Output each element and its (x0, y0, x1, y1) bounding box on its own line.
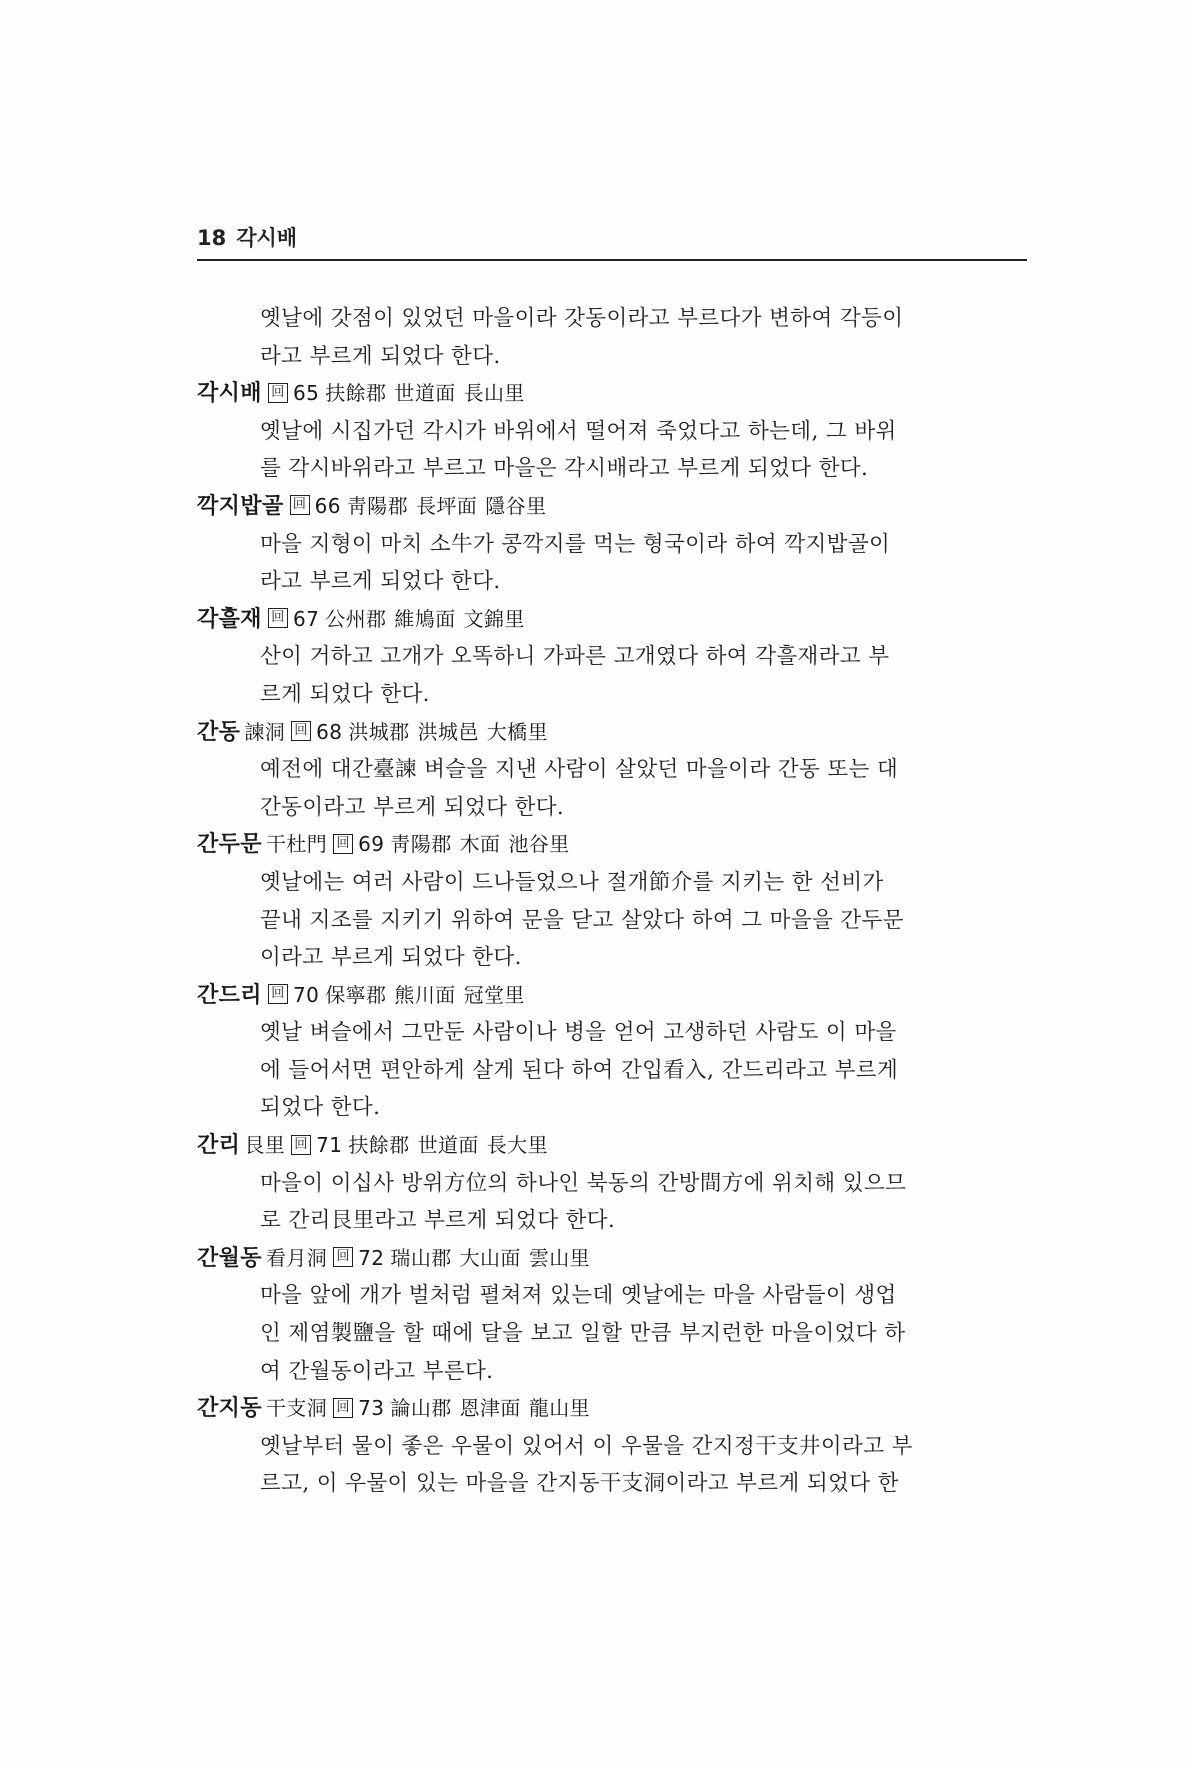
village-mark-icon: 回 (333, 1398, 353, 1418)
entry-text-line: 르게 되었다 한다. (260, 681, 430, 707)
entry-heading (197, 977, 1027, 1015)
entry-text-line: 라고 부르게 되었다 한다. (260, 343, 501, 369)
entry-heading (197, 375, 1027, 413)
ri: 龍山里 (528, 1396, 591, 1421)
entry-text-line: 끝내 지조를 지키기 위하여 문을 닫고 살았다 하여 그 마을을 간두문 (260, 907, 904, 933)
headword: 간월동 (197, 1245, 262, 1271)
entry-list (197, 300, 1027, 1503)
headword: 간동 (197, 719, 241, 745)
village-mark-icon: 回 (268, 984, 288, 1004)
headword: 각흘재 (197, 606, 262, 632)
ri: 文錦里 (463, 606, 525, 631)
myeon: 世道面 (394, 381, 456, 406)
myeon: 大山面 (459, 1245, 521, 1270)
entry-number: 66 (314, 493, 341, 518)
entry-text-line: 라고 부르게 되었다 한다. (260, 569, 501, 595)
entry-text-line: 마을이 이십사 방위方位의 하나인 북동의 간방間方에 위치해 있으므 (260, 1170, 907, 1196)
entry-heading (197, 1127, 1027, 1165)
county: 公州郡 (325, 606, 387, 631)
entry-text-line: 로 간리艮里라고 부르게 되었다 한다. (260, 1208, 616, 1234)
entry-heading (197, 1240, 1027, 1278)
headword: 간지동 (197, 1396, 262, 1422)
village-mark-icon: 回 (268, 383, 288, 403)
entry-text-line: 이라고 부르게 되었다 한다. (260, 945, 522, 971)
entry-number: 69 (358, 832, 385, 857)
myeon: 恩津面 (459, 1396, 521, 1421)
myeon: 長坪面 (416, 493, 478, 518)
entry-text-line: 마을 앞에 개가 벌처럼 펼쳐져 있는데 옛날에는 마을 사람들이 생업 (260, 1283, 897, 1309)
entry-text-line: 인 제염製鹽을 할 때에 달을 보고 일할 만큼 부지런한 마을이었다 하 (260, 1321, 906, 1347)
headword: 간리 (197, 1133, 241, 1159)
entry-text-line: 르고, 이 우물이 있는 마을을 간지동干支洞이라고 부르게 되었다 한 (260, 1471, 899, 1497)
entry-number: 65 (292, 381, 320, 406)
entry-text-line: 옛날 벼슬에서 그만둔 사람이나 병을 얻어 고생하던 사람도 이 마을 (260, 1020, 897, 1046)
entry-text-line: 되었다 한다. (260, 1095, 381, 1121)
entry-text-line: 에 들어서면 편안하게 살게 된다 하여 간입看入, 간드리라고 부르게 (260, 1057, 899, 1083)
headword: 깍지밥골 (197, 493, 284, 519)
village-mark-icon: 回 (291, 721, 311, 741)
entry-number: 72 (358, 1245, 385, 1270)
county: 靑陽郡 (390, 832, 452, 857)
headword-hanja: 諫洞 (244, 719, 286, 744)
entry-text-line: 옛날부터 물이 좋은 우물이 있어서 이 우물을 간지정干支井이라고 부 (260, 1433, 913, 1459)
entry-text-line: 를 각시바위라고 부르고 마을은 각시배라고 부르게 되었다 한다. (260, 456, 869, 482)
headword-hanja: 看月洞 (265, 1245, 328, 1270)
myeon: 木面 (459, 832, 501, 857)
entry-number: 68 (316, 719, 343, 744)
headword: 간두문 (197, 832, 262, 858)
ri: 冠堂里 (463, 982, 525, 1007)
entry-text-line: 간동이라고 부르게 되었다 한다. (260, 794, 565, 820)
ri: 長大里 (486, 1133, 548, 1158)
entry-number: 70 (292, 982, 320, 1007)
entry-number: 67 (292, 606, 320, 631)
headword-hanja: 干杜門 (265, 832, 328, 857)
entry-text-line: 마을 지형이 마치 소牛가 콩깍지를 먹는 형국이라 하여 깍지밥골이 (260, 531, 891, 557)
ri: 長山里 (463, 381, 525, 406)
entry-heading (197, 826, 1027, 864)
headword: 간드리 (197, 982, 262, 1008)
entry-text-line: 옛날에 갓점이 있었던 마을이라 갓동이라고 부르다가 변하여 각등이 (260, 306, 904, 331)
ri: 大橋里 (486, 719, 548, 744)
myeon: 維鳩面 (394, 606, 456, 631)
entry-text-line: 옛날에 시집가던 각시가 바위에서 떨어져 죽었다고 하는데, 그 바위 (260, 418, 897, 444)
headword-hanja: 艮里 (244, 1133, 286, 1158)
county: 論山郡 (390, 1396, 452, 1421)
county: 扶餘郡 (325, 381, 387, 406)
entry-text-line: 옛날에는 여러 사람이 드나들었으나 절개節介를 지키는 한 선비가 (260, 869, 884, 895)
ri: 池谷里 (508, 832, 570, 857)
ri: 隱谷里 (485, 493, 547, 518)
entry-heading (197, 714, 1027, 752)
entry-number: 71 (316, 1133, 343, 1158)
village-mark-icon: 回 (268, 608, 288, 628)
headword-hanja: 干支洞 (265, 1396, 328, 1421)
county: 瑞山郡 (390, 1245, 452, 1270)
entry-text-line: 산이 거하고 고개가 오똑하니 가파른 고개였다 하여 각흘재라고 부 (260, 644, 890, 670)
village-mark-icon: 回 (291, 1135, 311, 1155)
village-mark-icon: 回 (290, 495, 310, 515)
village-mark-icon: 回 (333, 834, 353, 854)
entry-number: 73 (358, 1396, 385, 1421)
myeon: 洪城邑 (417, 719, 479, 744)
county: 洪城郡 (348, 719, 410, 744)
running-title: 각시배 (236, 226, 298, 250)
page-number: 18 (197, 226, 227, 250)
entry-heading (197, 1390, 1027, 1428)
entry-heading (197, 601, 1027, 639)
myeon: 熊川面 (394, 982, 456, 1007)
village-mark-icon: 回 (333, 1247, 353, 1267)
county: 扶餘郡 (348, 1133, 410, 1158)
headword: 각시배 (197, 381, 262, 407)
ri: 雲山里 (528, 1245, 591, 1270)
county: 保寧郡 (325, 982, 387, 1007)
county: 靑陽郡 (346, 493, 409, 518)
running-head (197, 223, 1027, 261)
entry-heading (197, 488, 1027, 526)
myeon: 世道面 (417, 1133, 479, 1158)
entry-text-line: 여 간월동이라고 부른다. (260, 1358, 494, 1384)
entry-text-line: 예전에 대간臺諫 벼슬을 지낸 사람이 살았던 마을이라 간동 또는 대 (260, 757, 899, 783)
